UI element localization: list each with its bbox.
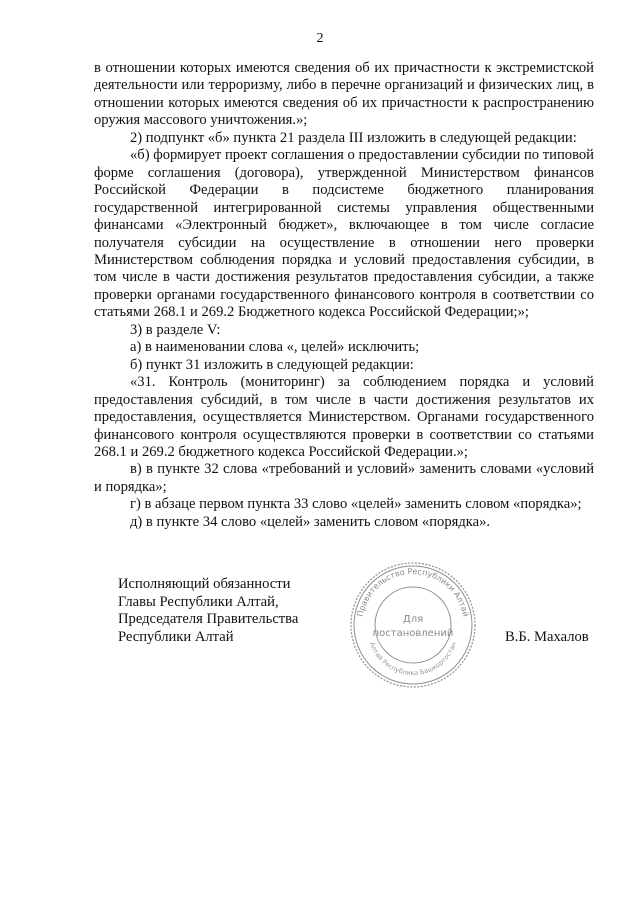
paragraph-4: 3) в разделе V: xyxy=(130,321,221,338)
paragraph-1: в отношении которых имеются сведения об их причастности к экстремистской деятельности или терроризму, либо в перечне организаций и физических лиц, в отношении которых имеются сведения об их причастности к распространению оружия массового уничтожения.»; xyxy=(94,60,594,129)
signatory-name: В.Б. Махалов xyxy=(505,629,589,645)
svg-text:Правительство Республики Алтай xyxy=(356,567,471,618)
paragraph-10: д) в пункте 34 слово «целей» заменить словом «порядка». xyxy=(130,513,491,530)
signature-block xyxy=(118,576,298,646)
paragraph-2: 2) подпункт «б» пункта 21 раздела III изложить в следующей редакции: xyxy=(130,129,577,146)
seal-center-line-2: постановлений xyxy=(372,628,454,639)
seal-ring-text: Правительство Республики Алтай xyxy=(355,566,471,618)
page-number: 2 xyxy=(316,31,324,46)
signatory-title-line-3: Председателя Правительства xyxy=(118,611,299,627)
seal-center-line-1: Для xyxy=(402,614,424,625)
signatory-title-line-1: Исполняющий обязанности xyxy=(118,576,291,592)
paragraph-5: а) в наименовании слова «, целей» исключить; xyxy=(130,339,420,356)
seal-ring-text-bottom: Алтай Республика Башкортостан xyxy=(368,641,458,678)
signatory-title-line-4: Республики Алтай xyxy=(118,628,234,645)
signatory-title-line-2: Главы Республики Алтай, xyxy=(118,593,279,610)
paragraph-9: г) в абзаце первом пункта 33 слово «целей» заменить словом «порядка»; xyxy=(130,496,582,513)
paragraph-3: «б) формирует проект соглашения о предоставлении субсидии по типовой форме соглашения (договора), утвержденной Министерством финансов Российской Федерации в подсистеме бюджетного планирования государственной интегрированной системы управления общественными финансами «Электронный бюджет», включающее в том числе согласие получателя субсидии на осуществление в отношении него проверки Министерством соблюдения порядка и условий предоставления субсидии, в том числе в части достижения результатов предоставления субсидии, а также проверки органами государственного финансового контроля в соответствии со статьями 268.1 и 269.2 Бюджетного кодекса Российской Федерации;»; xyxy=(94,147,594,321)
document-body xyxy=(94,60,594,531)
paragraph-6: б) пункт 31 изложить в следующей редакции: xyxy=(130,356,414,373)
paragraph-7: «31. Контроль (мониторинг) за соблюдением порядка и условий предоставления субсидий, в том числе в части достижения результатов их предоставления, осуществляется Министерством. Органами государственного финансового контроля осуществляются проверки в соответствии со статьями 268.1 и 269.2 бюджетного кодекса Российской Федерации.»; xyxy=(94,374,594,460)
paragraph-8: в) в пункте 32 слова «требований и условий» заменить словами «условий и порядка»; xyxy=(94,461,594,495)
official-seal xyxy=(348,560,478,690)
